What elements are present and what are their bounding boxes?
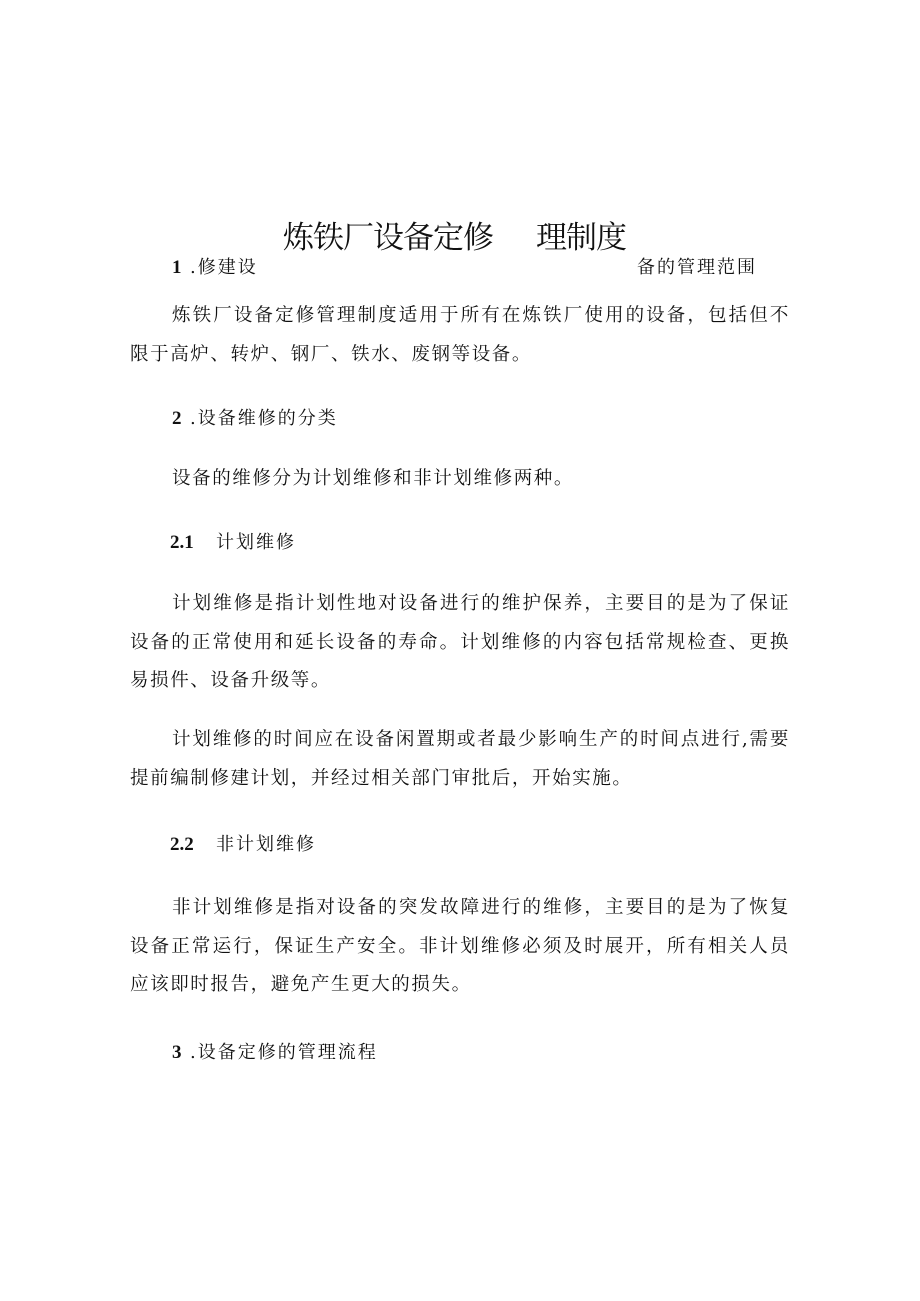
- section-2-1-paragraph-2: 计划维修的时间应在设备闲置期或者最少影响生产的时间点进行,需要提前编制修建计划，并经过相关部门审批后，开始实施。: [130, 729, 790, 789]
- section-1-heading-right: 备的管理范围: [637, 257, 757, 278]
- section-2-2-paragraph: 非计划维修是指对设备的突发故障进行的维修，主要目的是为了恢复设备正常运行，保证生产安全。非计划维修必须及时展开，所有相关人员应该即时报告，避免产生更大的损失。: [130, 897, 790, 995]
- section-2-heading: .设备维修的分类: [190, 408, 338, 429]
- section-2-2-heading: 非计划维修: [216, 834, 316, 855]
- section-1-heading-left: .修建设: [190, 257, 258, 278]
- section-2-1-heading: 计划维修: [216, 532, 296, 553]
- section-2-1-number: 2.1: [170, 532, 194, 553]
- section-2-2-number: 2.2: [170, 834, 194, 855]
- section-1-number: 1: [172, 257, 182, 278]
- document-title-part-1: 炼铁厂设备定修: [283, 220, 493, 256]
- section-3-heading: .设备定修的管理流程: [190, 1042, 378, 1063]
- section-2-paragraph: 设备的维修分为计划维修和非计划维修两种。: [172, 468, 575, 489]
- section-2-number: 2: [172, 408, 182, 429]
- section-1-paragraph: 炼铁厂设备定修管理制度适用于所有在炼铁厂使用的设备，包括但不限于高炉、转炉、钢厂、铁水、废钢等设备。: [130, 305, 790, 365]
- document-title-part-2: 理制度: [536, 220, 626, 256]
- section-3-number: 3: [172, 1042, 182, 1063]
- section-2-1-paragraph-1: 计划维修是指计划性地对设备进行的维护保养，主要目的是为了保证设备的正常使用和延长设备的寿命。计划维修的内容包括常规检查、更换易损件、设备升级等。: [130, 593, 790, 691]
